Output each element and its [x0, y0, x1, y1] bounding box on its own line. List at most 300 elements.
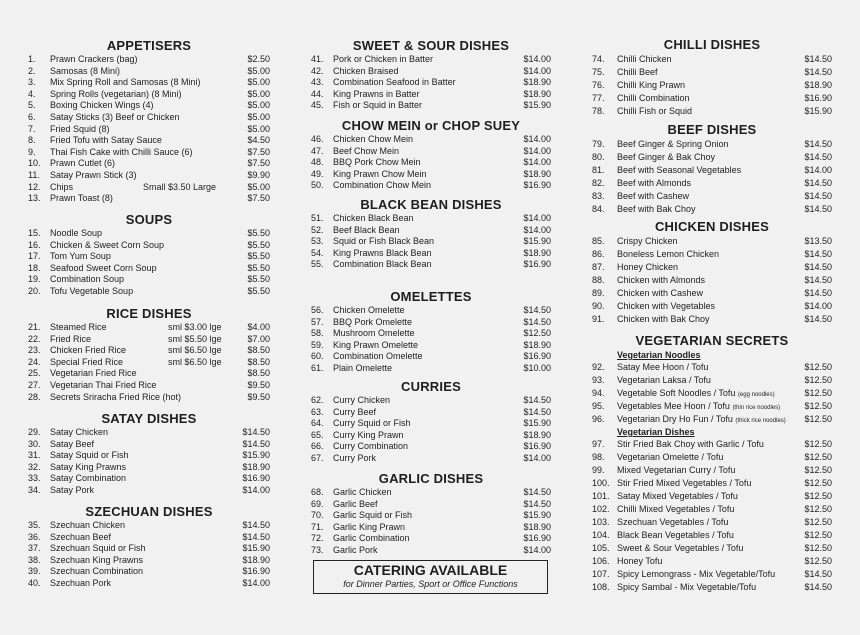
item-price: $14.50 — [242, 427, 270, 437]
item-price: $12.50 — [804, 465, 832, 475]
item-name — [333, 100, 422, 112]
item-name-text: Chicken with Bak Choy — [617, 314, 710, 324]
menu-item — [311, 363, 551, 375]
item-name-text: King Prawns Black Bean — [333, 247, 432, 258]
item-price: $14.00 — [523, 157, 551, 168]
menu-item — [592, 261, 832, 274]
item-name-text: Garlic Pork — [333, 544, 378, 555]
item-name-text: Satay Prawn Stick (3) — [50, 169, 137, 180]
menu-item — [592, 164, 832, 177]
menu-item — [311, 340, 551, 352]
item-price: $15.90 — [523, 510, 551, 521]
menu-item — [311, 236, 551, 248]
item-number: 39. — [28, 566, 41, 577]
item-number: 79. — [592, 139, 605, 149]
menu-item — [28, 368, 270, 380]
item-name-text: Combination Soup — [50, 274, 125, 285]
item-number: 85. — [592, 236, 605, 246]
item-name-text: Prawn Crackers (bag) — [50, 54, 138, 64]
item-number: 64. — [311, 418, 324, 429]
menu-item — [592, 300, 832, 313]
item-name — [617, 451, 723, 464]
item-name-text: Spring Rolls (vegetarian) (8 Mini) — [50, 88, 182, 99]
section-chowmein — [311, 118, 551, 192]
item-name — [50, 240, 164, 252]
item-name — [50, 124, 110, 136]
item-name-text: Combination Chow Mein — [333, 180, 432, 191]
menu-item — [311, 499, 551, 511]
menu-item — [592, 477, 832, 490]
item-price: $16.90 — [523, 180, 551, 191]
item-name-text: Chilli King Prawn — [617, 80, 686, 90]
item-number: 77. — [592, 93, 605, 103]
item-name-text: Noodle Soup — [50, 228, 103, 238]
item-number: 10. — [28, 158, 41, 169]
item-price: $7.50 — [247, 193, 270, 204]
item-price: $8.50 — [247, 356, 270, 367]
item-price: $18.90 — [242, 554, 270, 565]
item-price: $5.00 — [247, 111, 270, 122]
item-name — [333, 146, 399, 158]
menu-item — [592, 503, 832, 516]
menu-item — [28, 182, 270, 194]
menu-item — [28, 427, 270, 439]
menu-item — [311, 134, 551, 146]
menu-item — [28, 170, 270, 182]
item-price: $14.00 — [523, 134, 551, 144]
item-number: 74. — [592, 54, 605, 64]
item-name — [50, 54, 138, 66]
item-name — [333, 533, 410, 545]
item-price: $14.00 — [523, 145, 551, 156]
item-name — [50, 263, 157, 275]
menu-item — [311, 510, 551, 522]
item-name — [617, 235, 678, 248]
item-name — [617, 503, 734, 516]
item-number: 36. — [28, 531, 41, 542]
menu-item — [28, 566, 270, 578]
item-number: 22. — [28, 333, 41, 344]
item-name-text: Fried Squid (8) — [50, 123, 110, 134]
menu-item — [311, 305, 551, 317]
item-price: $16.90 — [804, 93, 832, 103]
item-name-text: Beef with Seasonal Vegetables — [617, 165, 742, 175]
item-price: $14.50 — [804, 152, 832, 162]
item-name — [50, 473, 126, 485]
item-name — [617, 66, 658, 79]
item-price: $14.00 — [523, 544, 551, 555]
item-price: $14.50 — [523, 395, 551, 405]
item-price: $12.50 — [804, 414, 832, 424]
item-price: $15.90 — [523, 236, 551, 247]
menu-item — [592, 248, 832, 261]
menu-item — [28, 286, 270, 298]
item-name — [617, 313, 710, 326]
item-name-text: Fish or Squid in Batter — [333, 100, 423, 111]
item-name-text: Beef Black Bean — [333, 224, 400, 235]
item-number: 51. — [311, 213, 324, 223]
menu-item — [592, 516, 832, 529]
item-price: $5.00 — [247, 65, 270, 76]
item-name — [50, 182, 73, 194]
menu-item — [592, 66, 832, 79]
section-vegsecrets — [592, 333, 832, 594]
section-title: BLACK BEAN DISHES — [360, 197, 502, 212]
item-name-text: Fried Tofu with Satay Sauce — [50, 135, 162, 146]
item-name — [50, 450, 129, 462]
item-price: $14.00 — [804, 165, 832, 175]
menu-item — [311, 487, 551, 499]
item-number: 4. — [28, 88, 36, 99]
item-note: (egg noodles) — [737, 392, 775, 398]
item-name-text: Szechuan Combination — [50, 566, 144, 577]
menu-item — [28, 228, 270, 240]
item-price: $7.50 — [247, 146, 270, 157]
item-number: 99. — [592, 465, 605, 475]
item-name-text: King Prawn Chow Mein — [333, 168, 427, 179]
item-number: 102. — [592, 504, 610, 514]
item-number: 17. — [28, 251, 41, 262]
menu-item — [28, 77, 270, 89]
menu-item — [592, 138, 832, 151]
item-size-options: sml $6.50 lge — [168, 345, 222, 356]
item-name-text: Satay King Prawns — [50, 461, 127, 472]
section-title: APPETISERS — [106, 38, 192, 53]
section-title: SATAY DISHES — [101, 411, 197, 426]
menu-item — [28, 263, 270, 275]
item-price: $14.50 — [804, 67, 832, 77]
item-name-text: Samosas (8 Mini) — [50, 65, 121, 76]
item-name-text: Plain Omelette — [333, 362, 393, 373]
item-name — [333, 248, 432, 260]
item-price: $14.50 — [242, 531, 270, 542]
item-name-text: Beef with Cashew — [617, 191, 690, 201]
subsection-heading: Vegetarian Noodles — [617, 350, 701, 360]
menu-item — [28, 240, 270, 252]
item-number: 81. — [592, 165, 605, 175]
item-price: $14.00 — [523, 65, 551, 76]
item-number: 70. — [311, 510, 324, 521]
item-name-text: Vegetarian Omelette / Tofu — [617, 452, 724, 462]
item-price: $9.50 — [247, 379, 270, 390]
item-name — [617, 581, 756, 594]
menu-item — [311, 441, 551, 453]
item-name — [617, 374, 711, 387]
item-name-text: Boxing Chicken Wings (4) — [50, 100, 154, 111]
item-number: 106. — [592, 556, 610, 566]
item-number: 93. — [592, 375, 605, 385]
item-number: 53. — [311, 236, 324, 247]
item-number: 86. — [592, 249, 605, 259]
item-name-text: Chicken & Sweet Corn Soup — [50, 239, 165, 250]
item-number: 16. — [28, 239, 41, 250]
section-title: SWEET & SOUR DISHES — [352, 38, 510, 53]
item-name — [50, 578, 111, 590]
item-name-text: Garlic King Prawn — [333, 521, 406, 532]
item-name-text: Vegetarian Dry Ho Fun / Tofu — [617, 414, 733, 424]
item-name — [50, 392, 181, 404]
item-price: $14.50 — [804, 275, 832, 285]
item-price: $5.00 — [247, 77, 270, 88]
menu-item — [311, 545, 551, 557]
item-number: 48. — [311, 157, 324, 168]
item-name-text: Mix Spring Roll and Samosas (8 Mini) — [50, 77, 201, 88]
item-number: 29. — [28, 427, 41, 437]
item-name — [50, 286, 133, 298]
item-number: 105. — [592, 543, 610, 553]
item-number: 28. — [28, 391, 41, 402]
item-name — [333, 54, 433, 66]
item-name-text: BBQ Pork Chow Mein — [333, 157, 421, 168]
section-chicken — [592, 219, 832, 326]
item-price: $16.90 — [242, 473, 270, 484]
menu-item — [28, 450, 270, 462]
item-price: $16.90 — [242, 566, 270, 577]
item-name-text: Beef with Bak Choy — [617, 204, 696, 214]
menu-item — [592, 555, 832, 568]
item-name-text: Curry Squid or Fish — [333, 418, 411, 429]
catering-title: CATERING AVAILABLE — [353, 562, 508, 578]
item-number: 6. — [28, 111, 36, 122]
menu-item — [28, 520, 270, 532]
item-number: 57. — [311, 316, 324, 327]
item-price: $14.50 — [804, 139, 832, 149]
section-title: CHILLI DISHES — [663, 37, 761, 52]
item-name-text: Stir Fried Bak Choy with Garlic / Tofu — [617, 439, 764, 449]
item-price: $14.50 — [804, 288, 832, 298]
item-price: $12.50 — [804, 362, 832, 372]
menu-item — [28, 392, 270, 404]
item-number: 60. — [311, 351, 324, 362]
item-number: 54. — [311, 247, 324, 258]
item-name — [333, 66, 399, 78]
item-name-text: Tom Yum Soup — [50, 251, 111, 262]
item-number: 32. — [28, 461, 41, 472]
item-price: $15.90 — [242, 450, 270, 461]
item-price: $14.00 — [523, 213, 551, 223]
item-number: 18. — [28, 262, 41, 273]
menu-item — [28, 473, 270, 485]
item-number: 95. — [592, 401, 605, 411]
item-name-text: Vegetarian Fried Rice — [50, 368, 137, 379]
item-name — [617, 542, 743, 555]
item-name-text: Combination Omelette — [333, 351, 423, 362]
item-price: $15.90 — [242, 543, 270, 554]
item-price: $18.90 — [804, 80, 832, 90]
item-name-text: Satay Beef — [50, 438, 95, 449]
item-price: $14.00 — [242, 577, 270, 588]
item-size-options: sml $6.50 lge — [168, 356, 222, 367]
item-name — [333, 407, 376, 419]
section-title: VEGETARIAN SECRETS — [635, 333, 789, 348]
menu-item — [592, 438, 832, 451]
item-number: 65. — [311, 429, 324, 440]
item-number: 96. — [592, 414, 605, 424]
item-name — [333, 259, 432, 271]
item-name — [333, 441, 408, 453]
item-name-text: Curry Chicken — [333, 395, 391, 405]
item-number: 8. — [28, 135, 36, 146]
item-number: 9. — [28, 146, 36, 157]
item-price: $12.50 — [804, 556, 832, 566]
item-name — [617, 516, 728, 529]
item-number: 98. — [592, 452, 605, 462]
item-name-text: Satay Combination — [50, 473, 127, 484]
item-price: $18.90 — [523, 77, 551, 88]
item-price: $14.50 — [804, 54, 832, 64]
item-number: 68. — [311, 487, 324, 497]
item-price: $14.50 — [804, 582, 832, 592]
menu-item — [28, 334, 270, 346]
item-name — [617, 568, 775, 581]
item-name — [617, 248, 719, 261]
menu-item — [592, 151, 832, 164]
item-name — [50, 77, 201, 89]
item-name — [333, 157, 421, 169]
item-name — [617, 151, 715, 164]
item-price: $5.00 — [247, 88, 270, 99]
item-number: 55. — [311, 259, 324, 270]
item-name-text: Boneless Lemon Chicken — [617, 249, 720, 259]
item-price: $18.90 — [523, 521, 551, 532]
item-price: $5.00 — [247, 181, 270, 192]
item-price: $16.90 — [523, 441, 551, 452]
item-name — [617, 490, 738, 503]
item-number: 69. — [311, 498, 324, 509]
item-name-text: Secrets Sriracha Fried Rice (hot) — [50, 391, 182, 402]
item-name-text: Curry Pork — [333, 452, 377, 463]
item-name-text: Combination Seafood in Batter — [333, 77, 456, 88]
menu-item — [592, 105, 832, 118]
menu-item — [28, 485, 270, 497]
item-name — [50, 543, 146, 555]
item-price: $14.50 — [804, 191, 832, 201]
item-price: $12.50 — [804, 504, 832, 514]
item-number: 31. — [28, 450, 41, 461]
item-name — [333, 89, 420, 101]
item-price: $14.50 — [804, 249, 832, 259]
item-price: $5.50 — [247, 274, 270, 285]
menu-item — [311, 453, 551, 465]
item-name — [333, 545, 378, 557]
section-title: CURRIES — [401, 379, 461, 394]
menu-item — [592, 387, 832, 400]
item-name-text: Vegetables Mee Hoon / Tofu — [617, 401, 730, 411]
item-number: 1. — [28, 54, 36, 64]
menu-item — [311, 66, 551, 78]
item-name — [617, 287, 703, 300]
item-number: 47. — [311, 145, 324, 156]
item-number: 89. — [592, 288, 605, 298]
item-price: $18.90 — [523, 168, 551, 179]
item-name — [50, 566, 143, 578]
item-price: $5.50 — [247, 251, 270, 262]
item-name — [617, 438, 764, 451]
section-appetisers — [28, 38, 270, 205]
item-name-text: Garlic Beef — [333, 498, 378, 509]
item-price: $5.50 — [247, 285, 270, 296]
item-name-text: Chilli Mixed Vegetables / Tofu — [617, 504, 735, 514]
item-number: 80. — [592, 152, 605, 162]
item-price: $16.90 — [523, 351, 551, 362]
item-name — [333, 453, 376, 465]
item-number: 100. — [592, 478, 610, 488]
item-number: 94. — [592, 388, 605, 398]
item-name-text: Beef with Almonds — [617, 178, 692, 188]
item-name-text: Spicy Sambal - Mix Vegetable/Tofu — [617, 582, 757, 592]
item-name — [617, 300, 715, 313]
menu-item — [592, 464, 832, 477]
item-number: 49. — [311, 168, 324, 179]
item-name — [333, 169, 427, 181]
menu-item — [311, 213, 551, 225]
item-name-text: Prawn Cutlet (6) — [50, 158, 116, 169]
item-number: 5. — [28, 100, 36, 111]
menu-item — [592, 361, 832, 374]
item-number: 11. — [28, 169, 40, 180]
item-price: $14.50 — [523, 316, 551, 327]
item-number: 12. — [28, 181, 41, 192]
item-name — [617, 203, 696, 216]
item-price: $12.50 — [804, 401, 832, 411]
item-name-text: Chips — [50, 181, 74, 192]
menu-item — [592, 92, 832, 105]
menu-item — [28, 462, 270, 474]
section-title: RICE DISHES — [106, 306, 192, 321]
item-number: 45. — [311, 100, 324, 111]
item-price: $4.00 — [247, 322, 270, 332]
item-price: $7.50 — [247, 158, 270, 169]
item-name-text: Tofu Vegetable Soup — [50, 285, 134, 296]
item-price: $18.90 — [523, 247, 551, 258]
item-name — [50, 147, 193, 159]
item-name — [617, 261, 678, 274]
menu-item — [592, 190, 832, 203]
item-number: 97. — [592, 439, 605, 449]
item-number: 40. — [28, 577, 41, 588]
item-number: 7. — [28, 123, 36, 134]
item-name — [50, 322, 107, 334]
item-name — [333, 351, 423, 363]
item-price: $4.50 — [247, 135, 270, 146]
item-name — [50, 251, 111, 263]
section-chilli — [592, 37, 832, 118]
item-name-text: Honey Tofu — [617, 556, 663, 566]
menu-item — [311, 54, 551, 66]
menu-item — [28, 439, 270, 451]
item-number: 67. — [311, 452, 324, 463]
item-name-text: Chicken Black Bean — [333, 213, 414, 223]
section-sweetsour — [311, 38, 551, 112]
menu-item — [311, 395, 551, 407]
item-price: $5.50 — [247, 239, 270, 250]
item-number: 24. — [28, 356, 41, 367]
menu-item — [311, 430, 551, 442]
menu-item — [311, 89, 551, 101]
catering-subtitle: for Dinner Parties, Sport or Office Functions — [343, 579, 518, 589]
menu-item — [311, 522, 551, 534]
menu-item — [311, 180, 551, 192]
item-name — [50, 112, 180, 124]
menu-item — [592, 451, 832, 464]
menu-item — [28, 251, 270, 263]
menu-item — [28, 158, 270, 170]
item-name — [50, 334, 91, 346]
item-name — [617, 190, 689, 203]
item-name — [333, 77, 456, 89]
item-name-text: Sweet & Sour Vegetables / Tofu — [617, 543, 744, 553]
item-name — [50, 520, 125, 532]
